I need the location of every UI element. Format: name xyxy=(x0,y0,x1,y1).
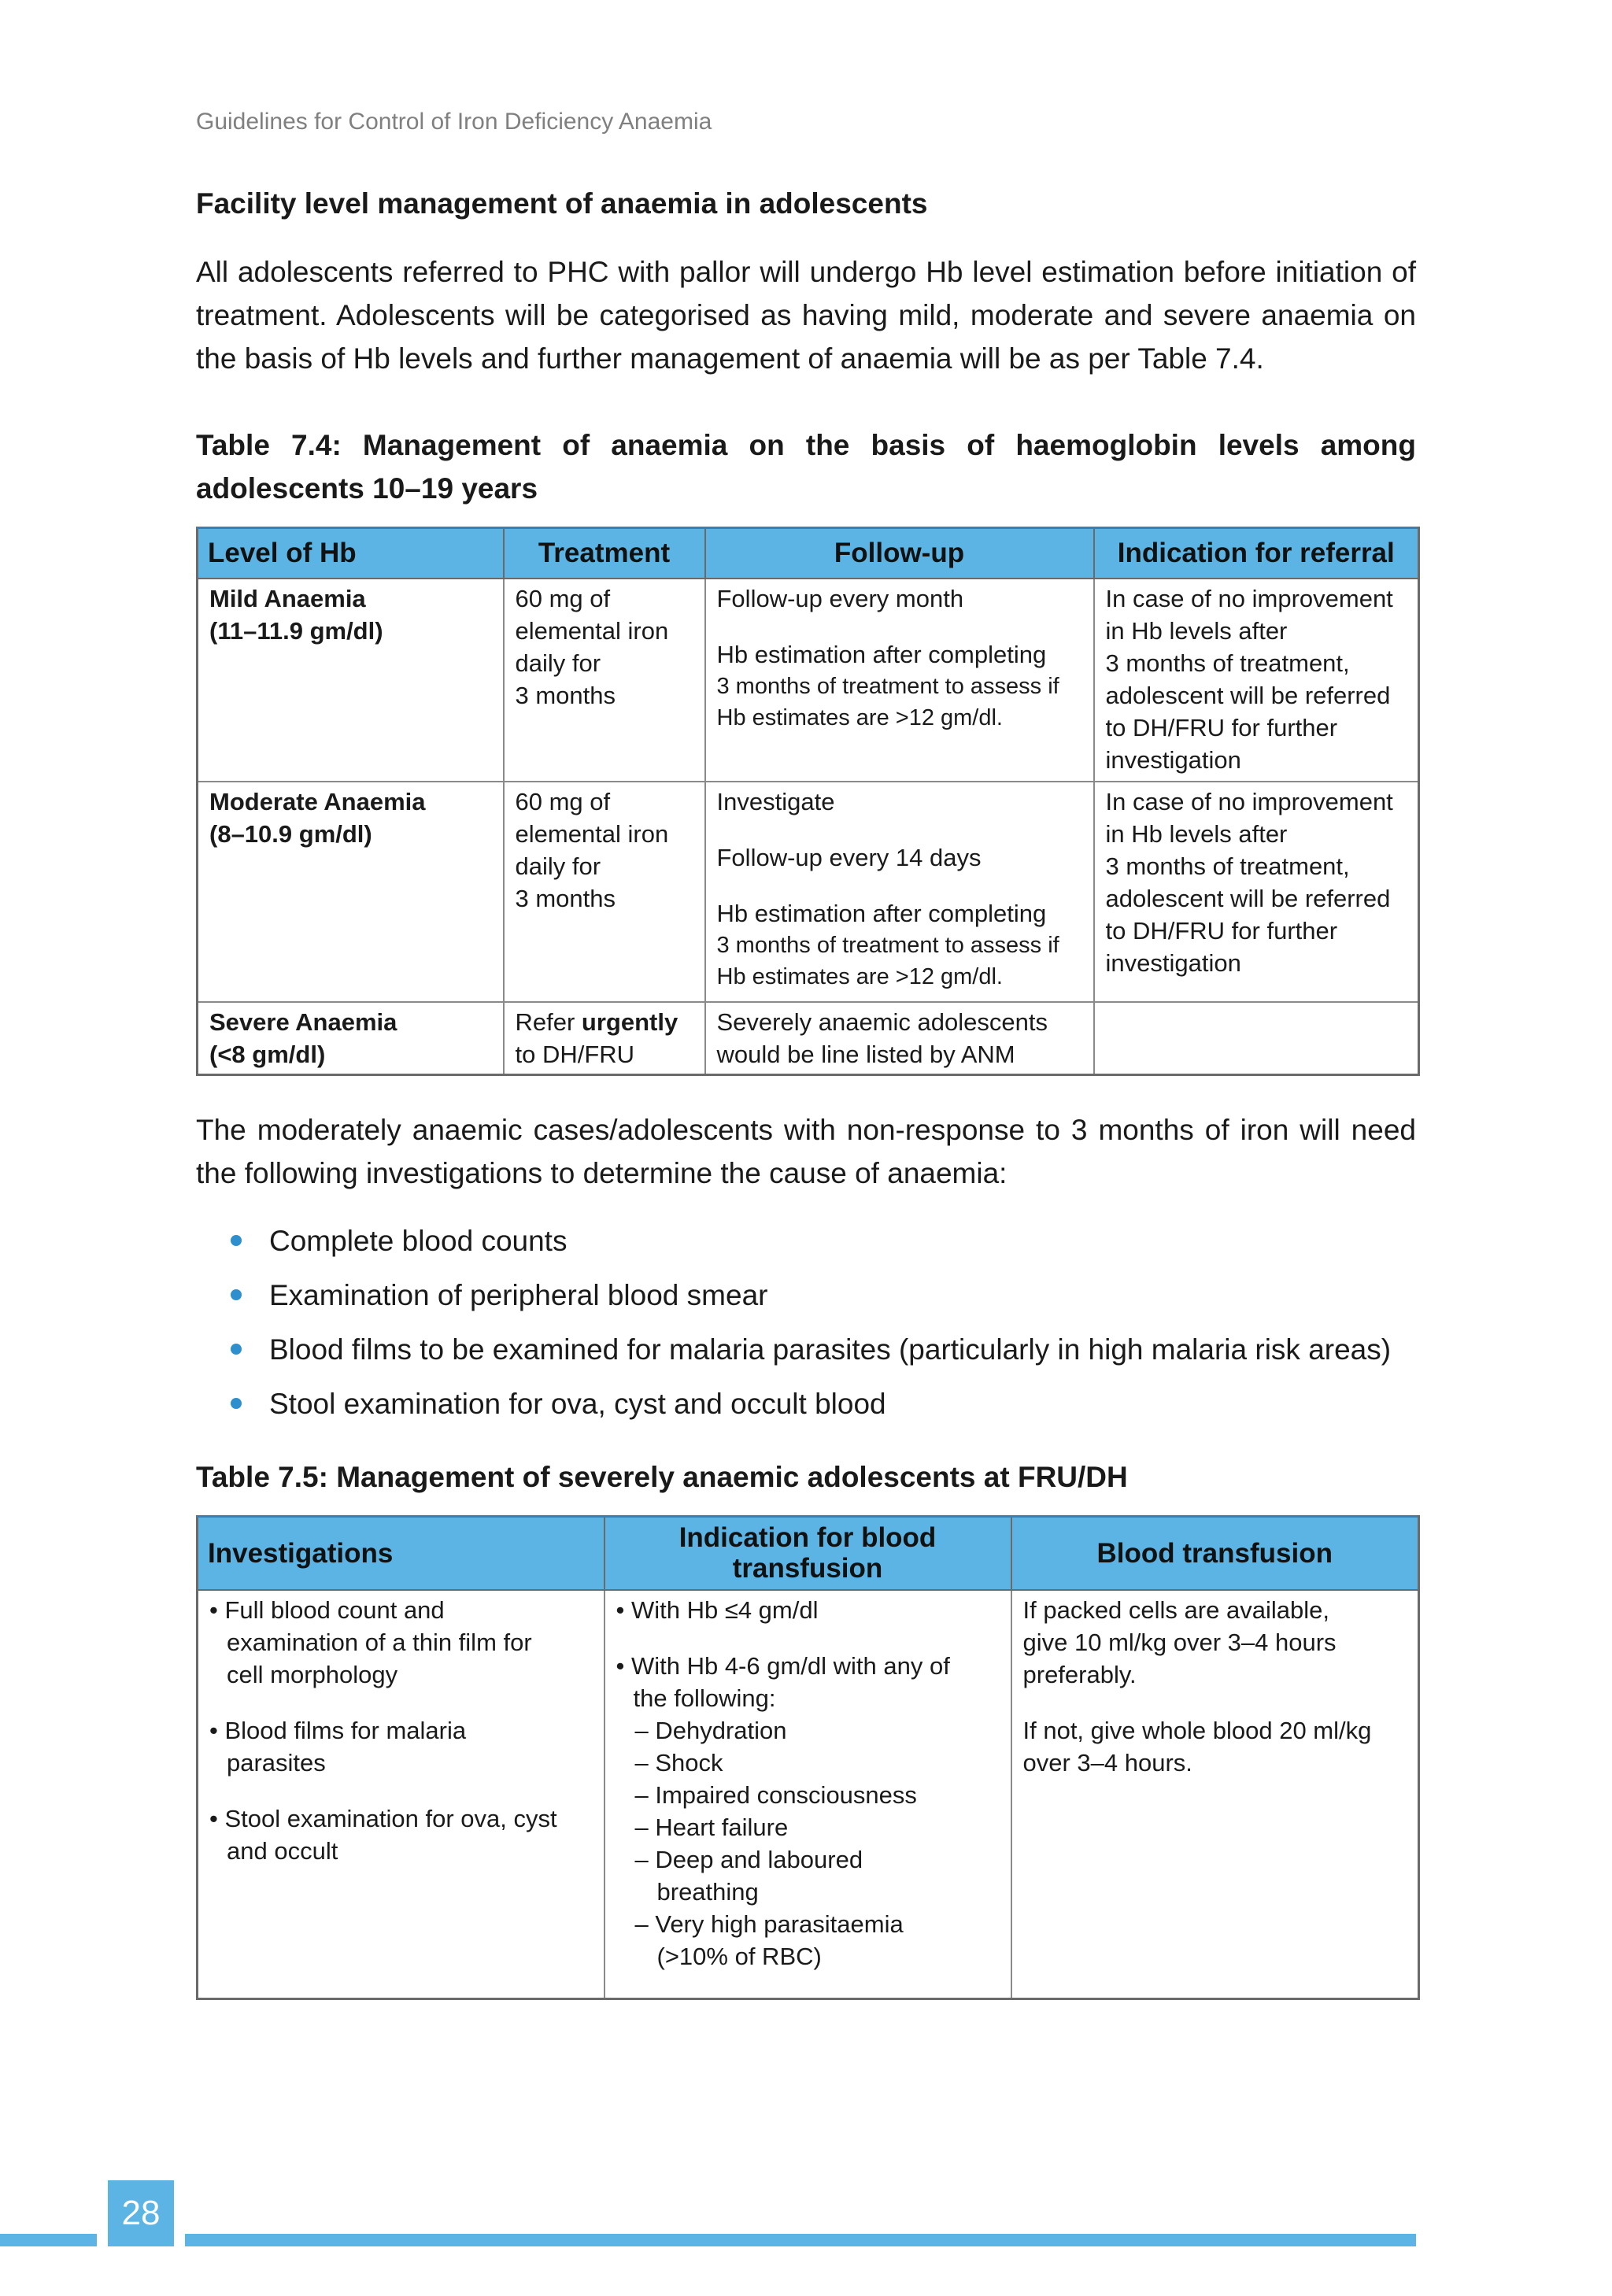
page-number: 28 xyxy=(108,2180,174,2246)
treatment-cell xyxy=(504,579,705,782)
bullet-icon xyxy=(231,1344,242,1355)
table74 xyxy=(196,527,1420,1076)
treatment-line: 60 mg of xyxy=(515,584,611,612)
transfusion-cell xyxy=(1011,1590,1419,1999)
condition-item: – Impaired consciousness xyxy=(634,1780,917,1809)
list-item-text: Complete blood counts xyxy=(269,1225,568,1257)
referral-cell xyxy=(1094,579,1419,782)
list-item-text: Examination of peripheral blood smear xyxy=(269,1279,768,1311)
referral-line: In case of no improvement xyxy=(1105,787,1393,815)
indication-cell xyxy=(604,1590,1011,1999)
level-name: Severe Anaemia xyxy=(209,1008,397,1036)
level-name: Moderate Anaemia xyxy=(209,787,426,815)
table74-container xyxy=(196,527,1416,1076)
level-cell xyxy=(198,579,504,782)
referral-cell xyxy=(1094,1002,1419,1075)
referral-line: In case of no improvement xyxy=(1105,584,1393,612)
treatment-cell xyxy=(504,1002,705,1075)
section-block xyxy=(196,187,1416,220)
referral-line: adolescent will be referred xyxy=(1105,681,1391,709)
treatment-line: daily for xyxy=(515,649,601,677)
level-range: (<8 gm/dl) xyxy=(209,1040,326,1068)
list-item xyxy=(196,1322,1416,1377)
referral-line: 3 months of treatment, xyxy=(1105,649,1350,677)
table74-header-cell: Follow-up xyxy=(705,528,1094,579)
investigation-item: • Stool examination for ova, cyst xyxy=(209,1804,557,1832)
table75-header-cell: Blood transfusion xyxy=(1011,1517,1419,1590)
intro-paragraph: All adolescents referred to PHC with pallor will undergo Hb level estimation before initiation of treatment. Adolescents will be categorised as having mild, moderate and severe anaemia on the basis of Hb levels and further management of anaemia will be as per Table 7.4. xyxy=(196,256,1416,375)
treatment-line: 3 months xyxy=(515,884,616,912)
bullet-icon xyxy=(231,1398,242,1409)
indication-item-cont: the following: xyxy=(633,1684,776,1712)
transfusion-line: preferably. xyxy=(1022,1660,1137,1688)
condition-item: – Heart failure xyxy=(634,1813,789,1841)
table-row xyxy=(198,579,1419,782)
level-range: (8–10.9 gm/dl) xyxy=(209,819,372,848)
spacer xyxy=(209,1691,593,1714)
transfusion-line: over 3–4 hours. xyxy=(1022,1748,1192,1777)
referral-cell xyxy=(1094,782,1419,1002)
referral-line: in Hb levels after xyxy=(1105,819,1288,848)
intro-block xyxy=(196,250,1416,380)
transfusion-line: If not, give whole blood 20 ml/kg xyxy=(1022,1716,1372,1744)
investigation-item-cont: parasites xyxy=(227,1748,326,1777)
bullet-icon xyxy=(231,1289,242,1300)
spacer xyxy=(717,818,1082,841)
running-header: Guidelines for Control of Iron Deficiency Anaemia xyxy=(196,109,712,135)
list-item xyxy=(196,1214,1416,1268)
level-cell xyxy=(198,782,504,1002)
transfusion-line: If packed cells are available, xyxy=(1022,1595,1329,1624)
followup-cell xyxy=(705,579,1094,782)
treatment-cell xyxy=(504,782,705,1002)
treatment-line: elemental iron xyxy=(515,819,669,848)
referral-line: investigation xyxy=(1105,745,1241,774)
investigation-list-block xyxy=(196,1214,1416,1431)
followup-line: 3 months of treatment to assess if xyxy=(716,932,1059,958)
table-row xyxy=(198,782,1419,1002)
condition-item-cont: breathing xyxy=(656,1877,759,1906)
followup-line: Severely anaemic adolescents xyxy=(716,1008,1048,1036)
followup-line: Follow-up every 14 days xyxy=(716,843,982,871)
treatment-line: elemental iron xyxy=(515,616,669,645)
referral-line: adolescent will be referred xyxy=(1105,884,1391,912)
referral-line: to DH/FRU for further xyxy=(1105,916,1338,945)
investigations-block xyxy=(196,1108,1416,1195)
condition-item: – Shock xyxy=(634,1748,723,1777)
followup-line: Hb estimation after completing xyxy=(716,640,1047,668)
followup-line: Hb estimates are >12 gm/dl. xyxy=(716,704,1003,730)
indication-item: • With Hb 4-6 gm/dl with any of xyxy=(616,1651,950,1680)
spacer xyxy=(1023,1691,1407,1714)
table75-header-cell: Indication for blood transfusion xyxy=(604,1517,1011,1590)
followup-line: Hb estimates are >12 gm/dl. xyxy=(716,963,1003,989)
level-range: (11–11.9 gm/dl) xyxy=(209,616,383,645)
referral-line: in Hb levels after xyxy=(1105,616,1288,645)
spacer xyxy=(717,615,1082,638)
table74-header-cell: Treatment xyxy=(504,528,705,579)
condition-item: – Deep and laboured xyxy=(634,1845,863,1873)
transfusion-line: give 10 ml/kg over 3–4 hours xyxy=(1022,1628,1337,1656)
followup-line: would be line listed by ANM xyxy=(716,1040,1015,1068)
level-name: Mild Anaemia xyxy=(209,584,366,612)
followup-line: Investigate xyxy=(716,787,835,815)
spacer xyxy=(616,1626,1000,1650)
spacer xyxy=(717,874,1082,897)
indication-item: • With Hb ≤4 gm/dl xyxy=(616,1595,819,1624)
list-item-text: Blood films to be examined for malaria parasites (particularly in high malaria risk areas) xyxy=(269,1333,1392,1366)
section-heading: Facility level management of anaemia in adolescents xyxy=(196,187,928,220)
referral-line: 3 months of treatment, xyxy=(1105,852,1350,880)
investigation-item: • Blood films for malaria xyxy=(209,1716,467,1744)
treatment-line: 60 mg of xyxy=(515,787,611,815)
treatment-prefix: Refer xyxy=(515,1008,582,1036)
treatment-line: 3 months xyxy=(515,681,616,709)
condition-item: – Very high parasitaemia xyxy=(634,1910,904,1938)
table75 xyxy=(196,1515,1420,2000)
treatment-line xyxy=(516,1006,693,1038)
treatment-line: to DH/FRU xyxy=(515,1040,635,1068)
treatment-line: daily for xyxy=(515,852,601,880)
investigations-intro: The moderately anaemic cases/adolescents with non-response to 3 months of iron will need the following investigations to determine the cause of anaemia: xyxy=(196,1114,1416,1189)
followup-line: Follow-up every month xyxy=(716,584,964,612)
followup-line: 3 months of treatment to assess if xyxy=(716,673,1059,699)
bullet-icon xyxy=(231,1235,242,1246)
referral-line: to DH/FRU for further xyxy=(1105,713,1338,741)
investigation-item: • Full blood count and xyxy=(209,1595,445,1624)
list-item xyxy=(196,1268,1416,1322)
spacer xyxy=(209,1779,593,1802)
table-row xyxy=(198,1002,1419,1075)
footer-bar xyxy=(185,2234,1416,2246)
table-row xyxy=(198,1590,1419,1999)
table74-header-cell: Indication for referral xyxy=(1094,528,1419,579)
table75-header-cell: Investigations xyxy=(198,1517,604,1590)
treatment-emphasis: urgently xyxy=(581,1008,678,1036)
list-item-text: Stool examination for ova, cyst and occult blood xyxy=(269,1388,886,1420)
table75-caption: Table 7.5: Management of severely anaemic adolescents at FRU/DH xyxy=(196,1461,1128,1493)
table74-caption: Table 7.4: Management of anaemia on the basis of haemoglobin levels among adolescents 10–19 years xyxy=(196,429,1416,505)
condition-item-cont: (>10% of RBC) xyxy=(656,1942,822,1970)
referral-line: investigation xyxy=(1105,948,1241,977)
level-cell xyxy=(198,1002,504,1075)
table75-container xyxy=(196,1515,1416,2000)
list-item xyxy=(196,1377,1416,1431)
followup-cell xyxy=(705,1002,1094,1075)
investigation-item-cont: and occult xyxy=(227,1836,338,1865)
investigations-cell xyxy=(198,1590,604,1999)
table74-header-cell: Level of Hb xyxy=(198,528,504,579)
investigation-item-cont: cell morphology xyxy=(227,1660,398,1688)
table74-header-row xyxy=(198,528,1419,579)
followup-line: Hb estimation after completing xyxy=(716,899,1047,927)
investigation-list xyxy=(196,1214,1416,1431)
table75-header-row xyxy=(198,1517,1419,1590)
investigation-item-cont: examination of a thin film for xyxy=(227,1628,532,1656)
footer-bar xyxy=(0,2234,97,2246)
condition-item: – Dehydration xyxy=(634,1716,787,1744)
followup-cell xyxy=(705,782,1094,1002)
table75-caption-block xyxy=(196,1461,1416,1494)
table74-caption-block xyxy=(196,423,1416,510)
